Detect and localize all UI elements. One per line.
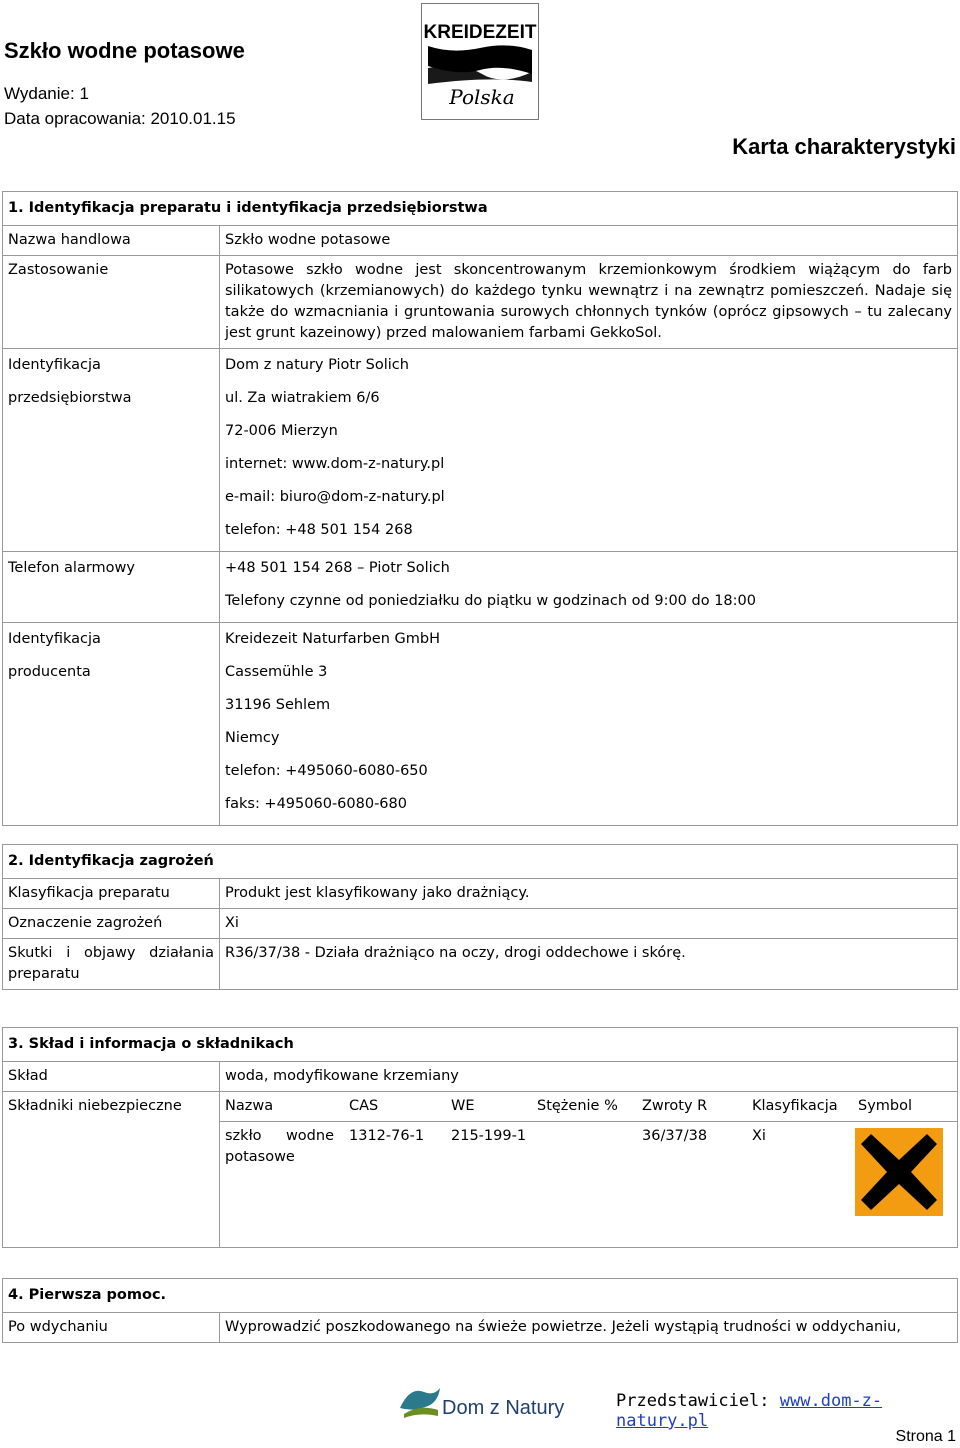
producer-label-2: producenta — [8, 664, 91, 680]
alarm-label — [3, 552, 220, 623]
producer-line: Kreidezeit Naturfarben GmbH — [225, 631, 440, 647]
inhalation-value: Wyprowadzić poszkodowanego na świeże powietrze. Jeżeli wystąpią trudności w oddychaniu, — [220, 1313, 958, 1343]
col-header: Zwroty R — [637, 1092, 747, 1122]
alarm-label-text: Telefon alarmowy — [8, 560, 135, 576]
ingredient-name: szkło wodne potasowe — [220, 1122, 345, 1248]
classification-value: Produkt jest klasyfikowany jako drażniący. — [220, 879, 958, 909]
company-line: Dom z natury Piotr Solich — [225, 357, 409, 373]
footer-brand: Dom z Natury — [442, 1397, 565, 1419]
ingredient-class: Xi — [747, 1122, 853, 1248]
producer-line: Niemcy — [225, 730, 280, 746]
company-line: e-mail: biuro@dom-z-natury.pl — [225, 489, 445, 505]
ingredient-cas: 1312-76-1 — [344, 1122, 446, 1248]
alarm-value — [220, 552, 958, 623]
trade-name-value: Szkło wodne potasowe — [220, 226, 958, 256]
use-label: Zastosowanie — [3, 256, 220, 349]
col-header: Klasyfikacja — [747, 1092, 853, 1122]
logo-text: KREIDEZEIT — [423, 22, 537, 43]
company-label — [3, 349, 220, 552]
use-value: Potasowe szkło wodne jest skoncentrowanym krzemionkowym środkiem wiążącym do farb silikatowych (krzemianowych) do każdego tynku wewnątrz i na zewnątrz pomieszczeń. Nadaje się także do wzmacniania i gruntowania surowych chłonnych tynków (oprócz gipsowych – tu zalecany jest grunt kazeinowy) przed malowaniem farbami GekkoSol. — [220, 256, 958, 349]
alarm-line: Telefony czynne od poniedziałku do piątku w godzinach od 9:00 do 18:00 — [225, 593, 756, 609]
ingredient-we: 215-199-1 — [446, 1122, 532, 1248]
producer-line: telefon: +495060-6080-650 — [225, 763, 428, 779]
hazard-value: Xi — [220, 909, 958, 939]
col-header: Nazwa — [220, 1092, 345, 1122]
company-line: telefon: +48 501 154 268 — [225, 522, 413, 538]
company-line: ul. Za wiatrakiem 6/6 — [225, 390, 380, 406]
inhalation-label: Po wdychaniu — [3, 1313, 220, 1343]
company-line: internet: www.dom-z-natury.pl — [225, 456, 445, 472]
trade-name-label: Nazwa handlowa — [3, 226, 220, 256]
col-header: CAS — [344, 1092, 446, 1122]
company-label-2: przedsiębiorstwa — [8, 390, 132, 406]
producer-label-1: Identyfikacja — [8, 631, 101, 647]
section-2-table — [2, 844, 958, 990]
hazard-symbol-icon — [855, 1128, 955, 1223]
rep-label: Przedstawiciel: — [616, 1391, 770, 1411]
doc-type: Karta charakterystyki — [732, 134, 956, 159]
rep-link[interactable]: www.dom-z-natury.pl — [616, 1391, 883, 1431]
section-4-table — [2, 1278, 958, 1343]
section-3-heading: 3. Skład i informacja o składnikach — [3, 1028, 958, 1062]
kreidezeit-logo — [421, 3, 539, 120]
company-value — [220, 349, 958, 552]
dangerous-label: Składniki niebezpieczne — [3, 1092, 220, 1248]
composition-label: Skład — [3, 1062, 220, 1092]
col-header: Stężenie % — [532, 1092, 637, 1122]
alarm-line: +48 501 154 268 – Piotr Solich — [225, 560, 450, 576]
effects-label: Skutki i objawy działania preparatu — [3, 939, 220, 990]
dom-z-natury-logo — [398, 1382, 570, 1422]
producer-line: 31196 Sehlem — [225, 697, 331, 713]
logo-sub: Polska — [449, 85, 515, 109]
producer-value — [220, 623, 958, 826]
producer-label — [3, 623, 220, 826]
company-label-1: Identyfikacja — [8, 357, 101, 373]
ingredient-symbol — [853, 1122, 958, 1248]
document-title: Szkło wodne potasowe — [4, 38, 245, 63]
representative — [616, 1391, 960, 1431]
col-header: WE — [446, 1092, 532, 1122]
classification-label: Klasyfikacja preparatu — [3, 879, 220, 909]
ingredient-conc — [532, 1122, 637, 1248]
section-1-heading: 1. Identyfikacja preparatu i identyfikacja przedsiębiorstwa — [3, 192, 958, 226]
producer-line: Cassemühle 3 — [225, 664, 328, 680]
ingredient-r: 36/37/38 — [637, 1122, 747, 1248]
producer-line: faks: +495060-6080-680 — [225, 796, 407, 812]
company-line: 72-006 Mierzyn — [225, 423, 338, 439]
edition: Wydanie: 1 — [4, 84, 89, 103]
composition-value: woda, modyfikowane krzemiany — [220, 1062, 958, 1092]
section-3-table — [2, 1027, 958, 1248]
section-1-table — [2, 191, 958, 826]
section-4-heading: 4. Pierwsza pomoc. — [3, 1279, 958, 1313]
col-header: Symbol — [853, 1092, 958, 1122]
effects-value: R36/37/38 - Działa drażniąco na oczy, drogi oddechowe i skórę. — [220, 939, 958, 990]
page-number: Strona 1 — [895, 1428, 956, 1445]
hazard-label: Oznaczenie zagrożeń — [3, 909, 220, 939]
section-2-heading: 2. Identyfikacja zagrożeń — [3, 845, 958, 879]
date: Data opracowania: 2010.01.15 — [4, 109, 236, 128]
